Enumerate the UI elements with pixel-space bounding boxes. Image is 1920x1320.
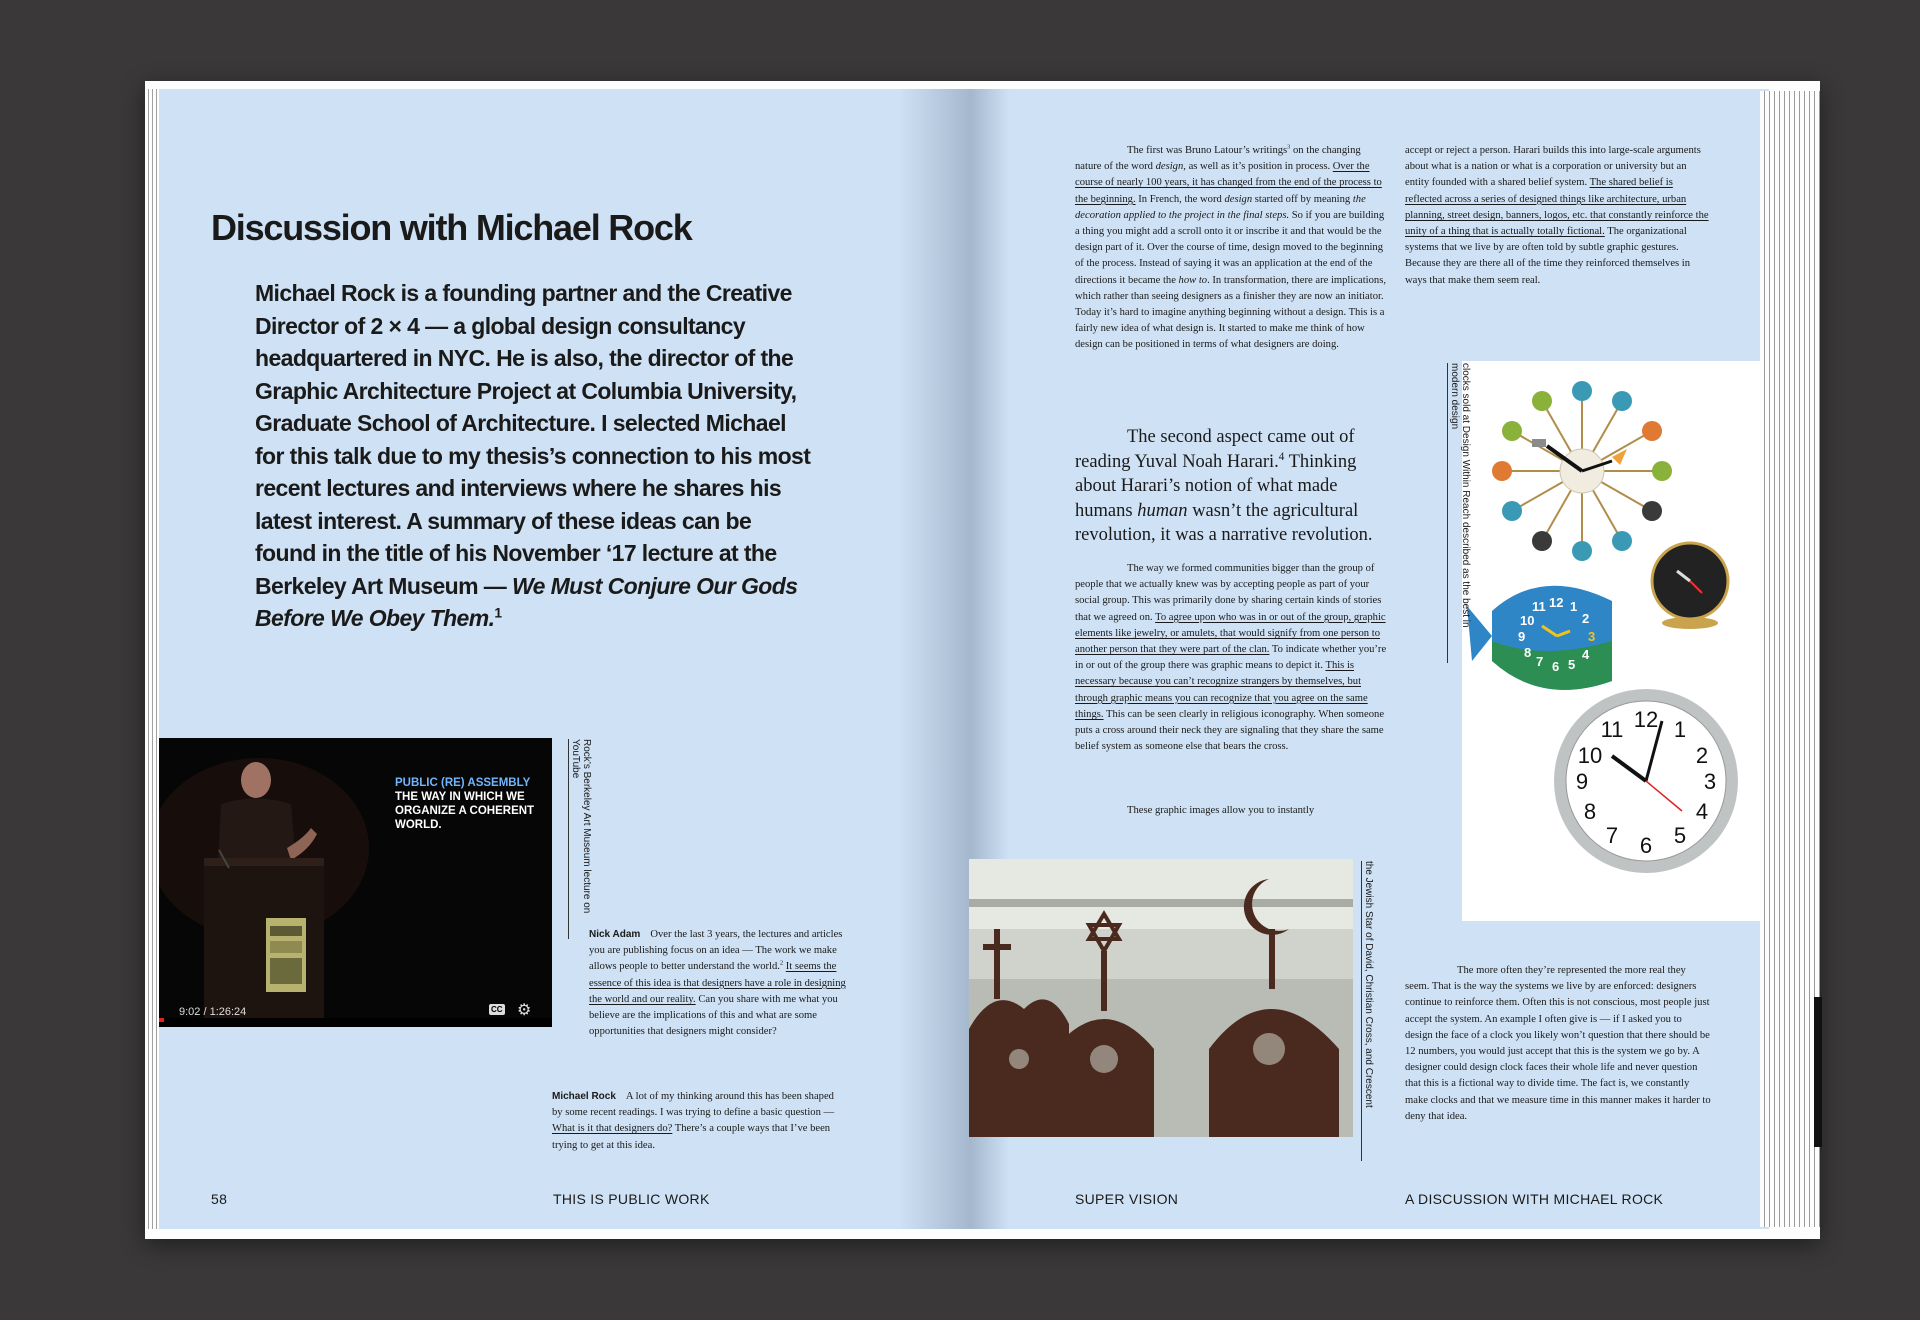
- magazine-spread: [145, 81, 1820, 1239]
- svg-text:6: 6: [1552, 659, 1560, 674]
- footnote-marker: 1: [494, 605, 502, 621]
- religious-symbols-photo: [969, 859, 1353, 1137]
- video-title-overlay: PUBLIC (RE) ASSEMBLY THE WAY IN WHICH WE ORGANIZE A COHERENT WORLD.: [395, 777, 535, 831]
- svg-text:2: 2: [1695, 743, 1709, 768]
- svg-text:3: 3: [1588, 629, 1596, 644]
- running-title-left: SUPER VISION: [1075, 1191, 1179, 1207]
- page-edges-left: [145, 89, 157, 1229]
- svg-text:4: 4: [1582, 647, 1590, 662]
- svg-text:12: 12: [1549, 595, 1564, 610]
- pull-quote: The second aspect came out of reading Yuval Noah Harari.$^4$ Thinking about Harari’s notion of what made humans human wasn’t the agricultural revolution, it was a narrative revolution.: [1075, 427, 1373, 545]
- speaker-name: Michael Rock: [552, 1091, 616, 1102]
- clocks-photo: [1462, 361, 1769, 921]
- svg-text:10: 10: [1520, 613, 1535, 628]
- svg-text:7: 7: [1536, 654, 1544, 669]
- svg-text:8: 8: [1524, 645, 1532, 660]
- svg-text:8: 8: [1583, 799, 1597, 824]
- svg-text:5: 5: [1673, 823, 1687, 848]
- svg-text:6: 6: [1639, 833, 1653, 858]
- clocks-caption: clocks sold at Design Within Reach described as the best in modern design: [1447, 363, 1471, 663]
- video-screenshot: [159, 738, 552, 1027]
- interview-question: Nick Adam Over the last 3 years, the lectures and articles you are publishing focus on an idea — The work we make allows people to better understand the world.$^2$ It seems the essence of this idea is that designers have a role in designing the world and our reality. Can you share with me what you believe are the implications of this and what are some opportunities that designers might consider?: [589, 929, 846, 1038]
- ball-clock: [1492, 381, 1672, 561]
- running-title-right: A DISCUSSION WITH MICHAEL ROCK: [1405, 1191, 1664, 1207]
- svg-text:9: 9: [1575, 769, 1589, 794]
- page-edges-right: [1760, 91, 1820, 1227]
- svg-text:12: 12: [1633, 707, 1659, 732]
- symbols-caption: the Jewish Star of David, Christian Cross, and Crescent: [1361, 861, 1374, 1161]
- speaker-name: Nick Adam: [589, 929, 641, 940]
- body-column-1-paragraph-3: These graphic images allow you to instantly: [1127, 805, 1315, 816]
- gear-icon: ⚙: [517, 1002, 532, 1019]
- body-column-2-paragraph-2: The more often they’re represented the more real they seem. That is the way the systems we live by are enforced: designers continue to reinforce them. Often this is not conscious, most people just accept the system. An example I often give is — if I asked you to design the face of a clock you likely won’t question that there should be 12 numbers, you would just accept that this is the system we go by. A designer could design clock faces their whole life and never question that this is a fictional way to divide time. The fact is, we constantly make clocks and that we measure time in this manner makes it harder to deny that idea.: [1405, 965, 1711, 1122]
- svg-text:5: 5: [1568, 657, 1576, 672]
- svg-text:4: 4: [1695, 799, 1709, 824]
- ribbon-marker: [1814, 997, 1822, 1147]
- intro-paragraph: Michael Rock is a founding partner and the Creative Director of 2 × 4 — a global design consultancy headquartered in NYC. He is also, the director of the Graphic Architecture Project at Columbia University, Graduate School of Architecture. I selected Michael for this talk due to my thesis’s connection to his most recent lectures and interviews where he shares his latest interest. A summary of these ideas can be found in the title of his November ‘17 lecture at the Berkeley Art Museum — We Must Conjure Our Gods Before We Obey Them.$^1$: [255, 280, 811, 631]
- left-page: [159, 89, 969, 1229]
- body-column-2-paragraph-1: accept or reject a person. Harari builds this into large-scale arguments about what is a nation or what is a corporation or university but an entity founded with a shared belief system. The shared belief is reflected across a series of designed things like architecture, urban planning, street design, banners, logos, etc. that constantly reinforce the unity of a thing that is actually totally fictional. The organizational systems that we live by are often told by subtle graphic gestures. Because they are there all of the time they reinforced themselves in ways that make them seem real.: [1405, 145, 1709, 286]
- svg-text:3: 3: [1703, 769, 1717, 794]
- video-timestamp: 9:02 / 1:26:24: [179, 1006, 247, 1018]
- svg-text:7: 7: [1605, 823, 1619, 848]
- running-title: THIS IS PUBLIC WORK: [553, 1191, 710, 1207]
- svg-text:9: 9: [1518, 629, 1526, 644]
- svg-text:2: 2: [1582, 611, 1590, 626]
- svg-text:11: 11: [1600, 717, 1624, 742]
- svg-text:1: 1: [1673, 717, 1687, 742]
- svg-text:11: 11: [1532, 599, 1546, 614]
- svg-text:10: 10: [1577, 743, 1603, 768]
- page-number: 58: [211, 1191, 228, 1207]
- page-title: Discussion with Michael Rock: [211, 207, 692, 248]
- lecture-title: We Must Conjure Our Gods Before We Obey Them.: [255, 572, 798, 631]
- body-column-1-paragraph-2: The way we formed communities bigger than the group of people that we actually knew was by accepting people as part of your social group. This was primarily done by sharing certain kinds of stories that we agreed on. To agree upon who was in or out of the group, graphic elements like jewelry, or amulets, that would signify from one person to another person that they were part of the clan. To indicate whether you’re in or out of the group there was graphic means to depict it. This is necessary because you can’t recognize strangers by themselves, but through graphic means you can recognize that you agree on the same things. This can be seen clearly in religious iconography. When someone puts a cross around their neck they are signaling that they share the same belief system as someone else that bears the cross.: [1075, 563, 1387, 753]
- right-page: [969, 89, 1769, 1229]
- video-caption: Rock’s Berkeley Art Museum lecture on YouTube: [568, 739, 592, 939]
- desk-clock: [1652, 543, 1728, 629]
- interview-answer: Michael Rock A lot of my thinking around this has been shaped by some recent readings. I was trying to define a basic question — What is it that designers do? There’s a couple ways that I’ve been trying to get at this idea.: [552, 1091, 835, 1151]
- captions-icon: CC: [491, 1005, 503, 1014]
- svg-text:1: 1: [1570, 599, 1578, 614]
- body-column-1-paragraph-1: The first was Bruno Latour’s writings$^3$ on the changing nature of the word design, as well as it’s position in process. Over the course of nearly 100 years, it has changed from the end of the process to the beginning. In French, the word design started off by meaning the decoration applied to the project in the final steps. So if you are building a thing you might add a scroll onto it or inscribe it and that would be the design part of it. Over the course of time, design moved to the beginning of the process. Instead of saying it was an application at the end of the directions it became the how to. In transformation, there are implications, which rather than seeing designers as a finisher they are now an initiator. Today it’s hard to imagine anything beginning without a design. This is a fairly new idea of what design is. It started to make me think of how design can be positioned in terms of what designers are doing.: [1075, 143, 1386, 351]
